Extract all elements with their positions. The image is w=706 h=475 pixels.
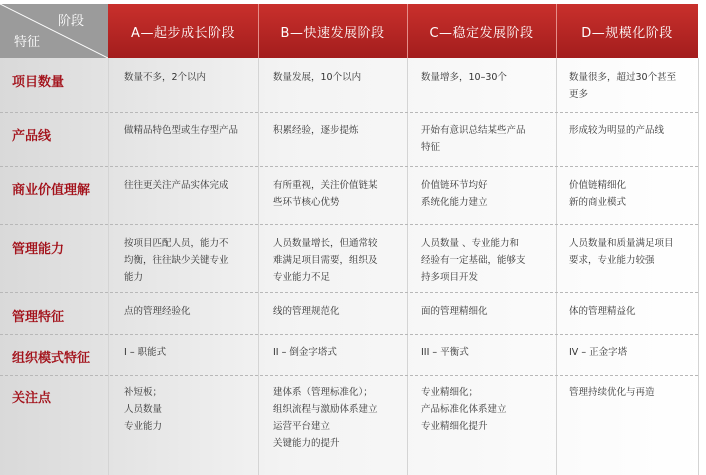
cell-line: 价值链精细化 xyxy=(569,180,627,191)
cell-r6-a xyxy=(124,384,162,435)
cell-line: 些环节核心优势 xyxy=(273,197,340,208)
cell-line: 补短板； xyxy=(124,387,163,398)
cell-line: 点的管理经验化 xyxy=(124,306,191,317)
cell-line: 特征 xyxy=(421,142,441,153)
cell-line: 数量发展，10个以内 xyxy=(273,72,362,83)
row-separator xyxy=(0,334,698,335)
cell-r5-a xyxy=(124,344,166,361)
cell-r5-b xyxy=(273,344,337,361)
header-divider xyxy=(556,4,557,58)
header-stage-b: B—快速发展阶段 xyxy=(280,25,385,41)
cell-r4-c xyxy=(421,303,488,320)
corner-feature-label: 特征 xyxy=(14,35,41,50)
cell-line: 产品标准化体系建立 xyxy=(421,404,507,415)
cell-line: 体的管理精益化 xyxy=(569,306,636,317)
row-separator xyxy=(0,166,698,167)
cell-r0-a xyxy=(124,69,206,86)
row-separator xyxy=(0,224,698,225)
row-separator xyxy=(0,292,698,293)
cell-r2-c xyxy=(421,177,488,211)
column-divider xyxy=(698,58,699,475)
cell-line: 新的商业模式 xyxy=(569,197,627,208)
column-divider xyxy=(258,58,259,475)
cell-r2-d xyxy=(569,177,626,211)
column-divider xyxy=(407,58,408,475)
cell-line: 更多 xyxy=(569,89,589,100)
cell-line: III – 平衡式 xyxy=(421,347,469,358)
cell-line: 运营平台建立 xyxy=(273,421,331,432)
cell-r3-a xyxy=(124,235,229,286)
row-label-business-value: 商业价值理解 xyxy=(12,183,91,198)
cell-r2-b xyxy=(273,177,378,211)
cell-line: 价值链环节均好 xyxy=(421,180,488,191)
header-divider xyxy=(407,4,408,58)
cell-line: 建体系（管理标准化）； xyxy=(273,387,373,398)
cell-line: 组织流程与激励体系建立 xyxy=(273,404,378,415)
cell-line: 数量很多，超过30个甚至 xyxy=(569,72,677,83)
cell-line: 人员数量和质量满足项目 xyxy=(569,238,674,249)
cell-line: 持多项目开发 xyxy=(421,272,479,283)
cell-line: 按项目匹配人员，能力不 xyxy=(124,238,229,249)
cell-line: 专业精细化； xyxy=(421,387,479,398)
cell-line: 往往更关注产品实体完成 xyxy=(124,180,229,191)
cell-line: 专业能力不足 xyxy=(273,272,331,283)
cell-line: 经验有一定基础，能够支 xyxy=(421,255,526,266)
cell-r4-d xyxy=(569,303,636,320)
cell-line: I – 职能式 xyxy=(124,347,167,358)
cell-line: 面的管理精细化 xyxy=(421,306,488,317)
cell-line: 数量不多，2个以内 xyxy=(124,72,207,83)
header-stage-a: A—起步成长阶段 xyxy=(131,25,235,41)
cell-r6-b xyxy=(273,384,378,452)
cell-line: 积累经验，逐步提炼 xyxy=(273,125,359,136)
row-label-management-feature: 管理特征 xyxy=(12,310,65,325)
cell-r2-a xyxy=(124,177,229,194)
cell-r1-d xyxy=(569,122,664,139)
header-stage-c: C—稳定发展阶段 xyxy=(429,25,534,41)
cell-r0-d xyxy=(569,69,676,103)
cell-line: II – 倒金字塔式 xyxy=(273,347,337,358)
cell-r4-b xyxy=(273,303,340,320)
cell-line: 数量增多，10–30个 xyxy=(421,72,507,83)
corner-cell xyxy=(0,4,108,58)
row-label-product-line: 产品线 xyxy=(12,129,52,144)
cell-line: 人员数量 xyxy=(124,404,163,415)
corner-stage-label: 阶段 xyxy=(57,14,84,29)
cell-line: 均衡，往往缺少关键专业 xyxy=(124,255,229,266)
cell-r1-b xyxy=(273,122,359,139)
cell-line: 线的管理规范化 xyxy=(273,306,340,317)
cell-line: 人员数量 、专业能力和 xyxy=(421,238,520,249)
row-separator xyxy=(0,375,698,376)
row-separator xyxy=(0,112,698,113)
row-label-focus: 关注点 xyxy=(12,391,52,406)
cell-line: 专业能力 xyxy=(124,421,163,432)
cell-line: 开始有意识总结某些产品 xyxy=(421,125,526,136)
cell-r1-c xyxy=(421,122,526,156)
cell-r0-b xyxy=(273,69,361,86)
cell-line: 管理持续优化与再造 xyxy=(569,387,655,398)
cell-r5-d xyxy=(569,344,627,361)
cell-line: 能力 xyxy=(124,272,144,283)
cell-line: 人员数量增长，但通常较 xyxy=(273,238,378,249)
cell-line: 要求，专业能力较强 xyxy=(569,255,655,266)
cell-r5-c xyxy=(421,344,469,361)
cell-line: 关键能力的提升 xyxy=(273,438,340,449)
row-label-management-capability: 管理能力 xyxy=(12,242,65,257)
cell-line: 难满足项目需要，组织及 xyxy=(273,255,378,266)
column-divider xyxy=(108,58,109,475)
cell-r6-c xyxy=(421,384,507,435)
cell-r0-c xyxy=(421,69,507,86)
column-divider xyxy=(556,58,557,475)
cell-line: 专业精细化提升 xyxy=(421,421,488,432)
cell-r1-a xyxy=(124,122,238,139)
header-stage-d: D—规模化阶段 xyxy=(581,25,673,41)
cell-line: 做精品特色型或生存型产品 xyxy=(124,125,239,136)
cell-r4-a xyxy=(124,303,191,320)
cell-line: 有所重视，关注价值链某 xyxy=(273,180,378,191)
row-label-org-model: 组织模式特征 xyxy=(12,351,91,366)
cell-r6-d xyxy=(569,384,655,401)
cell-line: IV – 正金字塔 xyxy=(569,347,628,358)
row-label-project-count: 项目数量 xyxy=(12,75,65,90)
cell-r3-c xyxy=(421,235,526,286)
cell-r3-b xyxy=(273,235,378,286)
header-divider xyxy=(258,4,259,58)
cell-line: 系统化能力建立 xyxy=(421,197,488,208)
cell-r3-d xyxy=(569,235,674,269)
cell-line: 形成较为明显的产品线 xyxy=(569,125,665,136)
